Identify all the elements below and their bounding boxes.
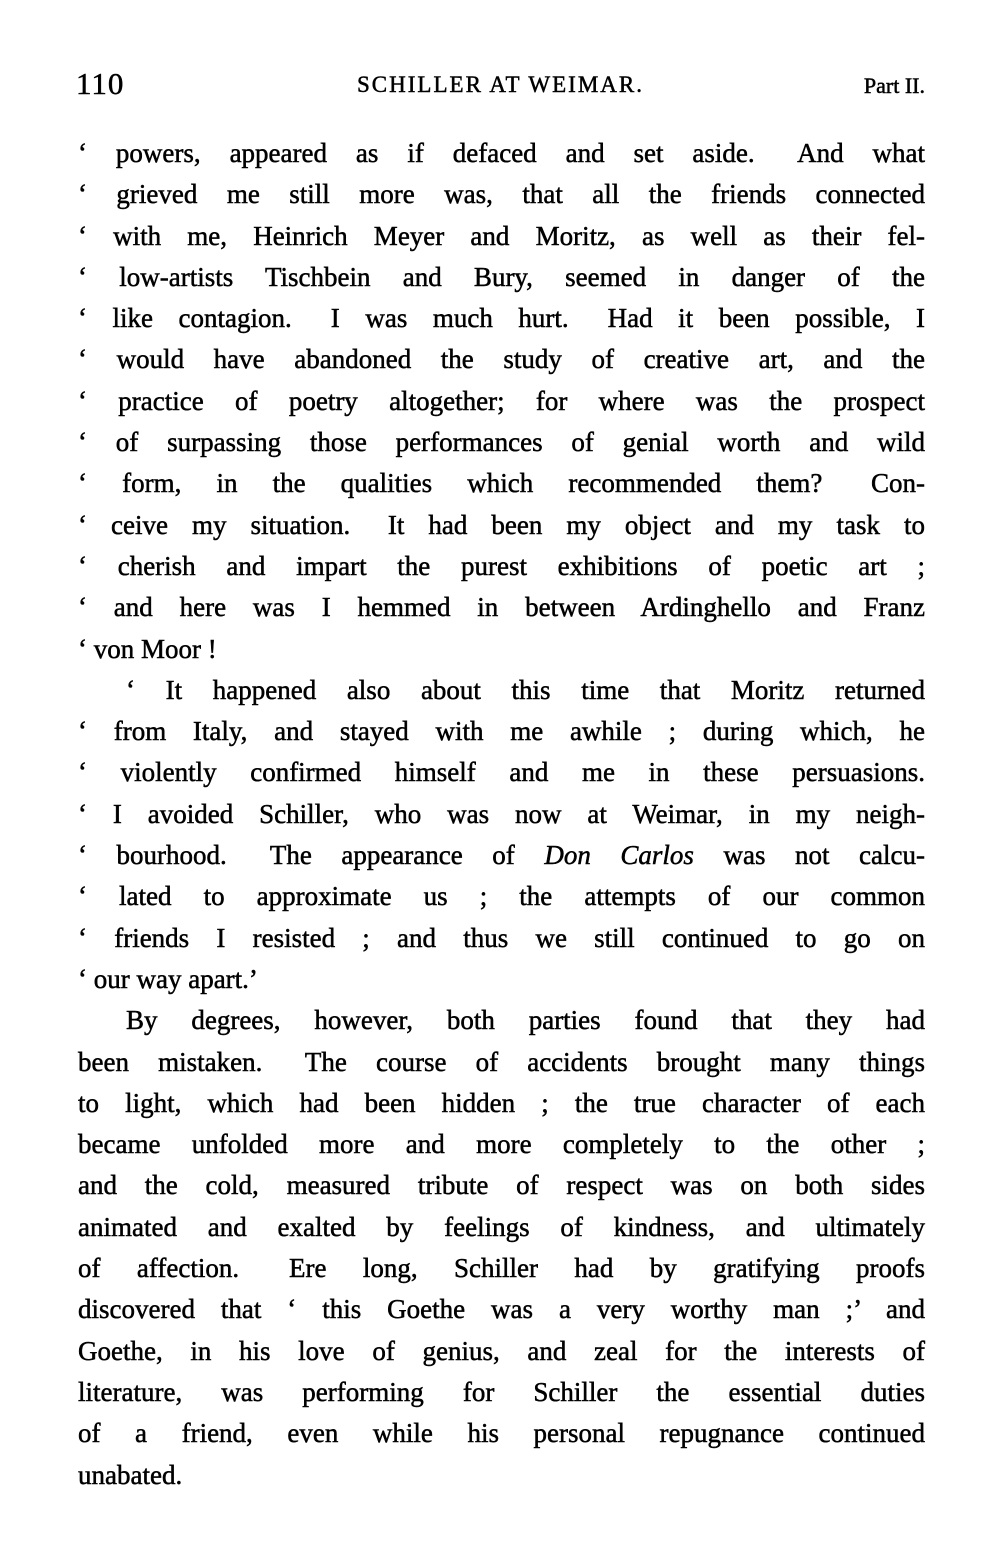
text-line: literature, was performing for Schiller the essential duties	[78, 1376, 925, 1407]
text-line: ‘ with me, Heinrich Meyer and Moritz, as well as their fel-	[78, 220, 925, 251]
text-line: ‘ from Italy, and stayed with me awhile ; during which, he	[78, 716, 925, 747]
running-head	[76, 66, 925, 106]
text-segment: ‘ bourhood. The appearance of	[78, 840, 545, 871]
text-line: ‘ friends I resisted ; and thus we still continued to go on	[78, 922, 925, 953]
text-line: ‘ of surpassing those performances of genial worth and wild	[78, 427, 925, 458]
text-line: ‘ powers, appeared as if defaced and set aside. And what	[78, 138, 925, 168]
text-line: ‘ like contagion. I was much hurt. Had it been possible, I	[78, 303, 925, 334]
text-line: ‘ violently confirmed himself and me in these persuasions.	[78, 757, 925, 788]
part-label: Part II.	[863, 73, 925, 98]
running-title: SCHILLER AT WEIMAR.	[357, 72, 644, 97]
text-line: been mistaken. The course of accidents brought many things	[78, 1046, 925, 1077]
text-line: ‘ form, in the qualities which recommended them? Con-	[78, 468, 925, 499]
text-line: discovered that ‘ this Goethe was a very worthy man ;’ and	[78, 1294, 925, 1325]
text-line: ‘ would have abandoned the study of creative art, and the	[78, 344, 925, 375]
text-line: ‘ I avoided Schiller, who was now at Weimar, in my neigh-	[78, 798, 925, 829]
text-line: ‘ cherish and impart the purest exhibitions of poetic art ;	[78, 550, 925, 581]
text-line: ‘ our way apart.’	[78, 963, 258, 994]
text-line: By degrees, however, both parties found that they had	[126, 1005, 925, 1036]
text-line: ‘ practice of poetry altogether; for where was the prospect	[78, 385, 925, 416]
paragraph	[78, 670, 925, 1000]
book-title-italic: Don Carlos	[544, 840, 694, 871]
paragraph	[78, 1000, 925, 1496]
text-line: ‘ It happened also about this time that Moritz returned	[126, 674, 925, 705]
page-number: 110	[76, 66, 125, 101]
text-segment: was not calcu-	[693, 840, 925, 871]
text-line: of affection. Ere long, Schiller had by gratifying proofs	[78, 1253, 925, 1284]
text-line: became unfolded more and more completely to the other ;	[78, 1129, 925, 1160]
text-line: ‘ von Moor !	[78, 633, 217, 664]
text-line: to light, which had been hidden ; the true character of each	[78, 1087, 925, 1118]
text-line: Goethe, in his love of genius, and zeal for the interests of	[78, 1335, 925, 1366]
text-line: and the cold, measured tribute of respect was on both sides	[78, 1170, 925, 1201]
paragraph	[78, 133, 925, 670]
text-line: ‘ grieved me still more was, that all the friends connected	[78, 179, 925, 210]
text-line: of a friend, even while his personal repugnance continued	[78, 1418, 925, 1449]
text-line: ‘ ceive my situation. It had been my object and my task to	[78, 509, 925, 540]
text-line: ‘ low-artists Tischbein and Bury, seemed in danger of the	[78, 261, 925, 292]
text-line: ‘ lated to approximate us ; the attempts of our common	[78, 881, 925, 912]
text-line: unabated.	[78, 1459, 183, 1490]
text-line: animated and exalted by feelings of kindness, and ultimately	[78, 1211, 925, 1242]
body-text	[78, 133, 925, 1496]
text-line	[78, 835, 925, 876]
text-line: ‘ and here was I hemmed in between Ardinghello and Franz	[78, 592, 925, 623]
